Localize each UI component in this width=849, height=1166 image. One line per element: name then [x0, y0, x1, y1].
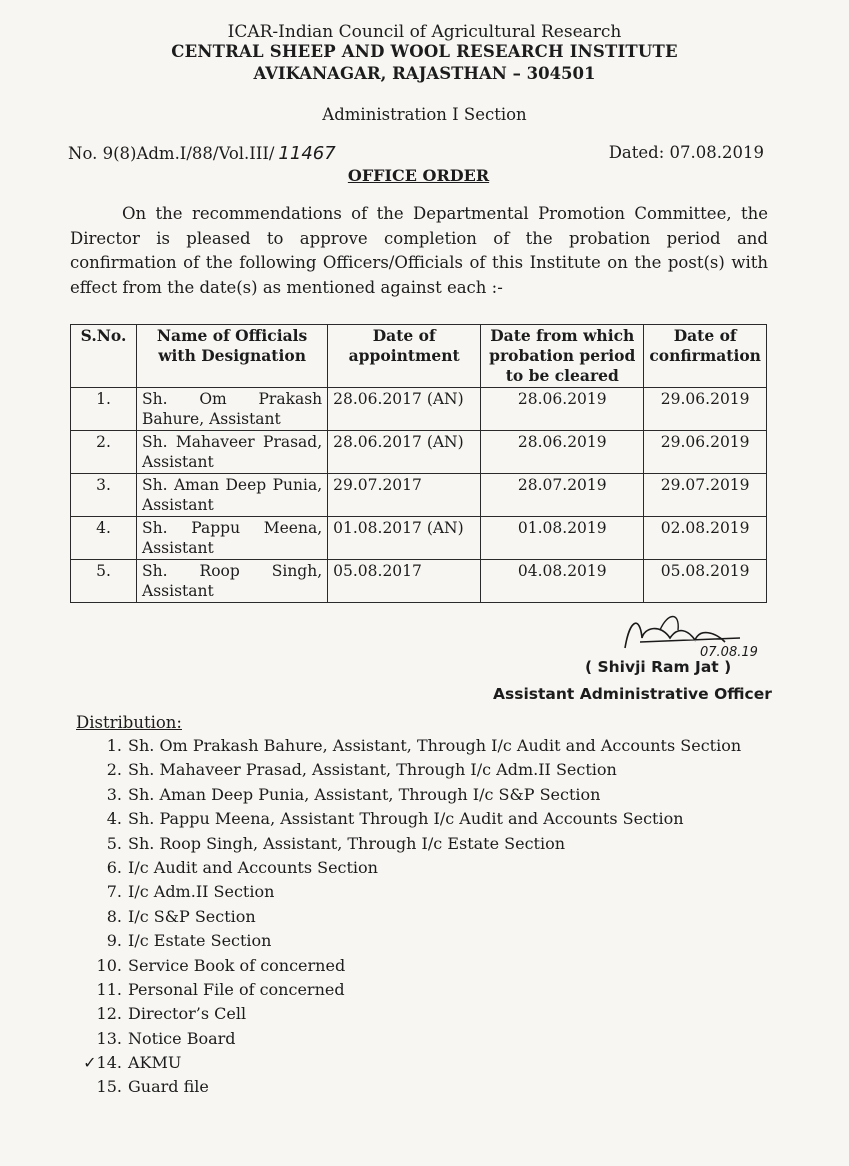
list-item: 5. Sh. Roop Singh, Assistant, Through I/c Estate Section — [106, 833, 566, 853]
cell-sno: 2. — [71, 431, 137, 474]
cell-name: Sh. Roop Singh, Assistant — [137, 560, 328, 603]
cell-name: Sh. Om Prakash Bahure, Assistant — [137, 388, 328, 431]
order-date: Dated: 07.08.2019 — [608, 143, 764, 162]
list-item: 4. Sh. Pappu Meena, Assistant Through I/c Audit and Accounts Section — [106, 809, 684, 829]
signatory-name: ( Shivji Ram Jat ) — [585, 658, 732, 676]
list-item: 9. I/c Estate Section — [106, 931, 272, 951]
table-row — [71, 517, 767, 560]
table-row — [71, 560, 767, 603]
cell-confirmation: 05.08.2019 — [644, 560, 767, 603]
officials-table — [70, 324, 767, 603]
cell-probation: 04.08.2019 — [481, 560, 644, 603]
cell-confirmation: 29.07.2019 — [644, 474, 767, 517]
handwritten-number: 11467 — [278, 143, 336, 164]
list-item: 6. I/c Audit and Accounts Section — [106, 857, 378, 877]
distribution-list — [70, 734, 741, 1100]
cell-confirmation: 02.08.2019 — [644, 517, 767, 560]
order-body — [70, 202, 768, 300]
cell-sno: 1. — [71, 388, 137, 431]
header-address: AVIKANAGAR, RAJASTHAN – 304501 — [253, 64, 596, 83]
order-title: OFFICE ORDER — [347, 166, 490, 185]
reference-number — [68, 143, 336, 164]
list-item: 1. Sh. Om Prakash Bahure, Assistant, Through I/c Audit and Accounts Section — [106, 736, 742, 755]
cell-name: Sh. Aman Deep Punia, Assistant — [137, 474, 328, 517]
cell-probation: 28.06.2019 — [481, 388, 644, 431]
list-item: 2. Sh. Mahaveer Prasad, Assistant, Through I/c Adm.II Section — [106, 760, 617, 780]
list-item: 3. Sh. Aman Deep Punia, Assistant, Through I/c S&P Section — [106, 784, 601, 804]
cell-name: Sh. Pappu Meena, Assistant — [137, 517, 328, 560]
table-row — [71, 388, 767, 431]
cell-name: Sh. Mahaveer Prasad, Assistant — [137, 431, 328, 474]
header-probation: Date from which probation period to be cleared — [481, 325, 644, 388]
section-name: Administration I Section — [322, 105, 527, 124]
cell-probation: 28.06.2019 — [481, 431, 644, 474]
reference-number-text: No. 9(8)Adm.I/88/Vol.III/ — [68, 144, 275, 163]
cell-appointment: 01.08.2017 (AN) — [328, 517, 481, 560]
signatory-designation: Assistant Administrative Officer — [493, 685, 772, 703]
order-body-text: On the recommendations of the Departmental Promotion Committee, the Director is pleased to approve completion of the probation period and confirmation of the following Officers/Officials of this Institute on the post(s) with effect from the date(s) as mentioned against each :- — [70, 204, 768, 297]
cell-appointment: 05.08.2017 — [328, 560, 481, 603]
cell-appointment: 28.06.2017 (AN) — [328, 388, 481, 431]
header-council: ICAR-Indian Council of Agricultural Research — [227, 22, 622, 42]
list-item: 10. Service Book of concerned — [96, 955, 346, 975]
cell-sno: 3. — [71, 474, 137, 517]
signature-date: 07.08.19 — [700, 645, 758, 658]
cell-sno: 5. — [71, 560, 137, 603]
cell-probation: 28.07.2019 — [481, 474, 644, 517]
cell-confirmation: 29.06.2019 — [644, 388, 767, 431]
header-institute: CENTRAL SHEEP AND WOOL RESEARCH INSTITUTE — [171, 42, 678, 61]
list-item: 15. Guard file — [96, 1077, 209, 1097]
cell-appointment: 28.06.2017 (AN) — [328, 431, 481, 474]
header-name: Name of Officials with Designation — [137, 325, 328, 388]
signature-scribble — [600, 608, 770, 658]
header-appointment: Date of appointment — [328, 325, 481, 388]
cell-confirmation: 29.06.2019 — [644, 431, 767, 474]
list-item: 7. I/c Adm.II Section — [106, 882, 275, 902]
list-item: ✓14. AKMU — [83, 1053, 182, 1073]
list-item: 13. Notice Board — [96, 1028, 236, 1048]
list-item: 8. I/c S&P Section — [106, 906, 256, 926]
table-row — [71, 431, 767, 474]
table-header-row — [71, 325, 767, 388]
tick-mark-icon: ✓ — [83, 1053, 97, 1073]
header-confirmation: Date of confirmation — [644, 325, 767, 388]
cell-sno: 4. — [71, 517, 137, 560]
table-row — [71, 474, 767, 517]
cell-probation: 01.08.2019 — [481, 517, 644, 560]
distribution-title: Distribution: — [76, 713, 182, 732]
cell-appointment: 29.07.2017 — [328, 474, 481, 517]
header-sno: S.No. — [71, 325, 137, 388]
list-item: 11. Personal File of concerned — [96, 979, 345, 999]
list-item: 12. Director’s Cell — [96, 1004, 247, 1024]
